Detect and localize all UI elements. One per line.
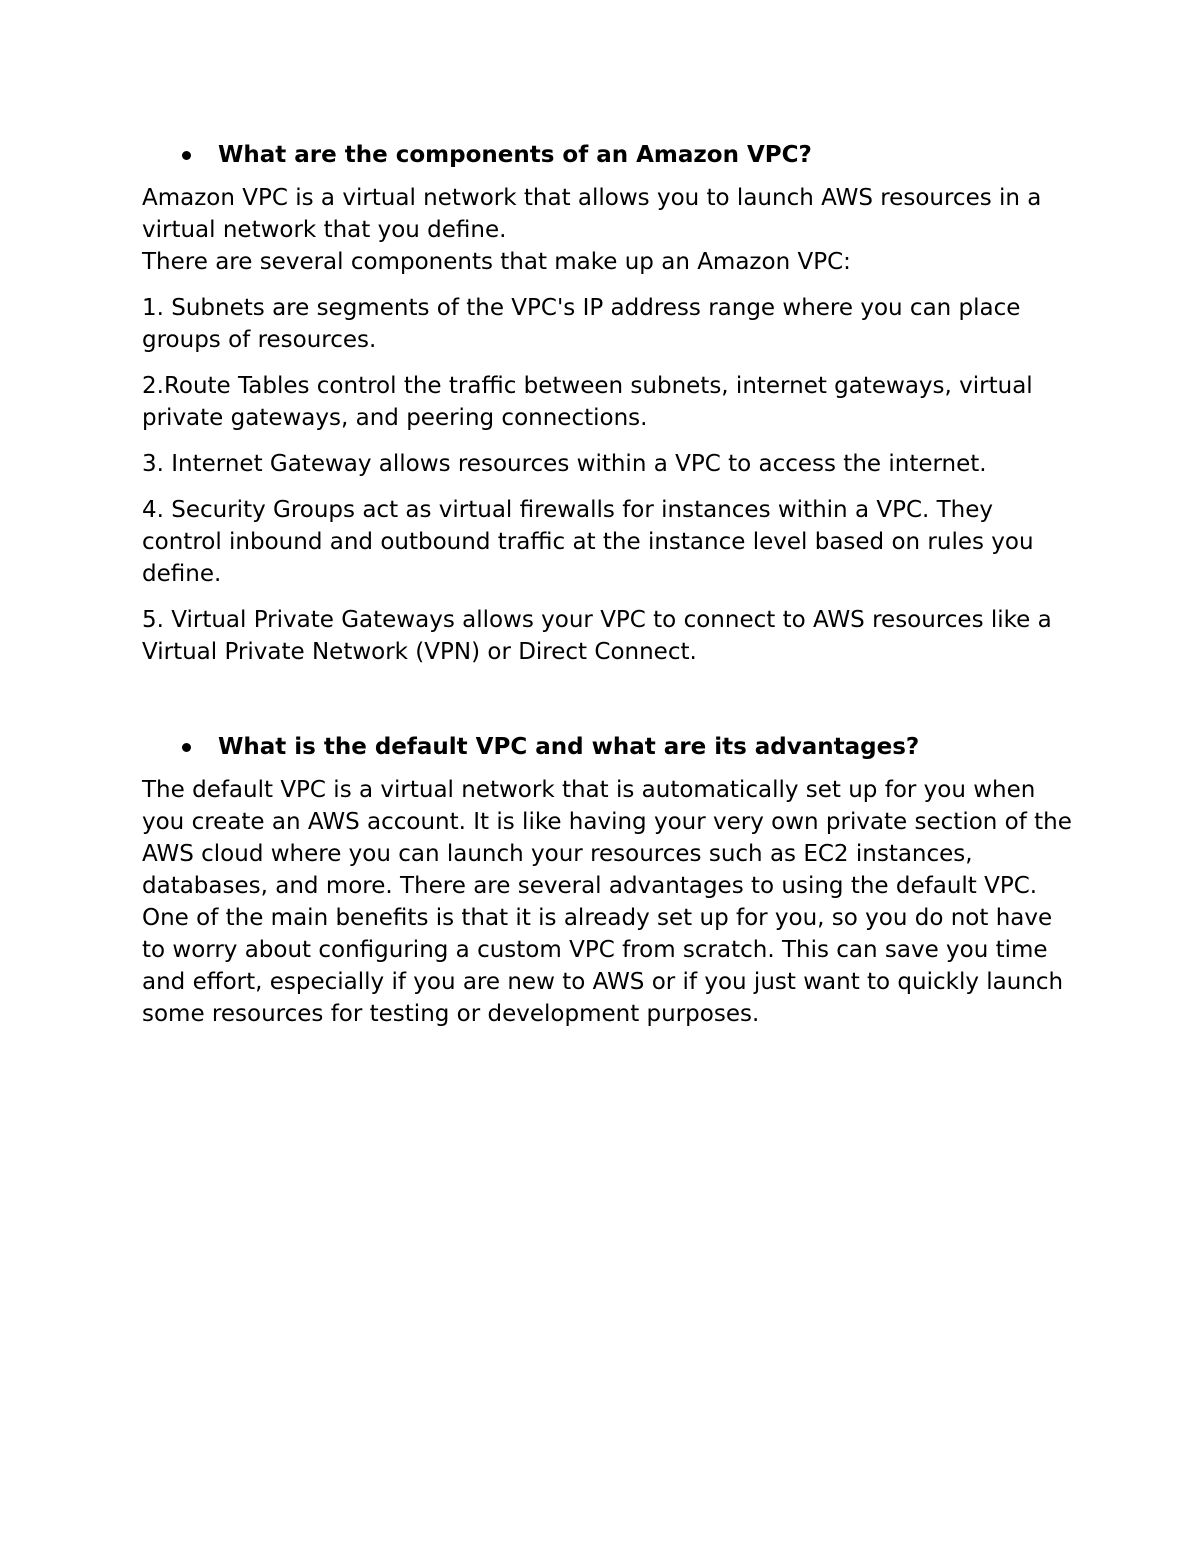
document-page	[142, 138, 1077, 1044]
list-item: 3. Internet Gateway allows resources within a VPC to access the internet.	[142, 451, 987, 477]
intro-paragraph-2: There are several components that make up an Amazon VPC:	[142, 249, 851, 275]
section-spacer	[142, 682, 1077, 730]
list-item: 5. Virtual Private Gateways allows your VPC to connect to AWS resources like a Virtual Private Network (VPN) or Direct Connect.	[142, 607, 1052, 665]
list-item: 2.Route Tables control the traffic between subnets, internet gateways, virtual private gateways, and peering connections.	[142, 373, 1033, 431]
bullet-icon	[182, 151, 191, 160]
intro-paragraph: Amazon VPC is a virtual network that allows you to launch AWS resources in a virtual network that you define.	[142, 185, 1042, 243]
heading-text: What is the default VPC and what are its advantages?	[218, 734, 920, 760]
section-heading-components	[142, 138, 1077, 172]
list-item: 1. Subnets are segments of the VPC's IP address range where you can place groups of resources.	[142, 295, 1021, 353]
list-item: 4. Security Groups act as virtual firewalls for instances within a VPC. They control inbound and outbound traffic at the instance level based on rules you define.	[142, 497, 1034, 587]
section-heading-default-vpc	[142, 730, 1077, 764]
body-paragraph: The default VPC is a virtual network that is automatically set up for you when you create an AWS account. It is like having your very own private section of the AWS cloud where you can launch your resources such as EC2 instances, databases, and more. There are several advantages to using the default VPC. One of the main benefits is that it is already set up for you, so you do not have to worry about configuring a custom VPC from scratch. This can save you time and effort, especially if you are new to AWS or if you just want to quickly launch some resources for testing or development purposes.	[142, 777, 1072, 1027]
bullet-icon	[182, 743, 191, 752]
heading-text: What are the components of an Amazon VPC?	[218, 142, 812, 168]
